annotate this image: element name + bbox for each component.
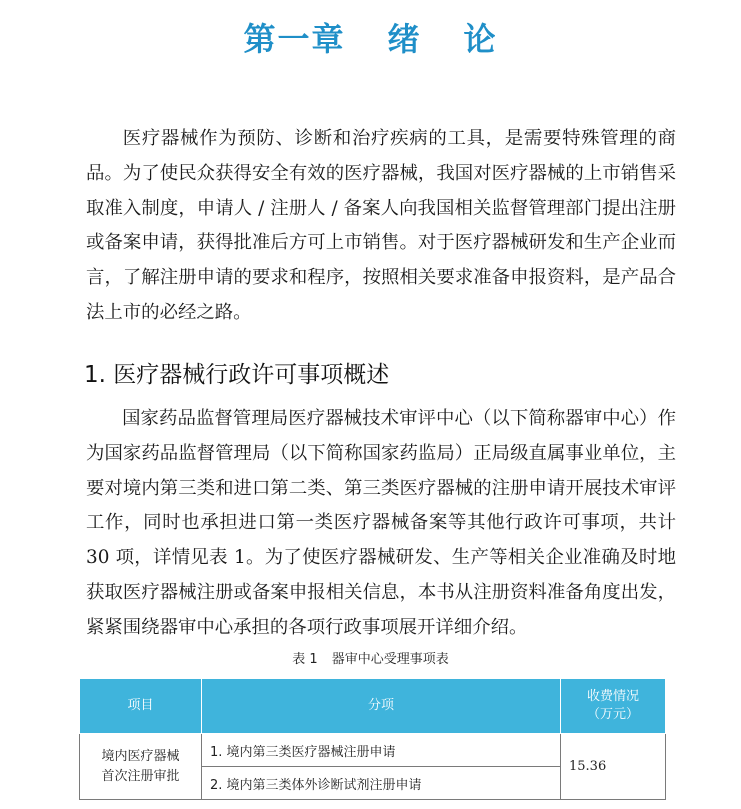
row-fee: 15.36 (561, 734, 666, 800)
chapter-title (0, 14, 741, 60)
table-caption (0, 648, 741, 667)
row-category-line-1: 境内医疗器械 (101, 748, 180, 764)
row-category (80, 734, 202, 800)
table-row (80, 734, 666, 767)
registration-items-table (79, 678, 666, 800)
table-caption-number: 表 1 (292, 652, 318, 667)
intro-paragraph-text: 医疗器械作为预防、诊断和治疗疾病的工具，是需要特殊管理的商品。为了使民众获得安全有效的医疗器械，我国对医疗器械的上市销售采取准入制度，申请人 / 注册人 / 备案人向我国相关监督管理部门提出注册或备案申请，获得批准后方可上市销售。对于医疗器械研发和生产企业而言，了解注册申请的要求和程序，按照相关要求准备申报资料，是产品合法上市的必经之路。 (86, 128, 676, 323)
header-fee-unit: （万元） (586, 707, 639, 722)
row-category-line-2: 首次注册审批 (101, 768, 180, 784)
intro-paragraph (86, 122, 676, 331)
header-fee-label: 收费情况 (586, 689, 639, 704)
table-header-row (80, 679, 666, 734)
section-body-text: 国家药品监督管理局医疗器械技术审评中心（以下简称器审中心）作为国家药品监督管理局（以下简称国家药监局）正局级直属事业单位，主要对境内第三类和进口第二类、第三类医疗器械的注册申请开展技术审评工作，同时也承担进口第一类医疗器械备案等其他行政许可事项，共计 30 项，详情见表 1。为了使医疗器械研发、生产等相关企业准确及时地获取医疗器械注册或备案申报相关信息，本书从注册资料准备角度出发，紧紧围绕器审中心承担的各项行政事项展开详细介绍。 (86, 408, 676, 638)
header-subitem: 分项 (202, 679, 561, 734)
chapter-title-number: 第一章 (243, 20, 346, 58)
table-caption-title: 器审中心受理事项表 (331, 652, 449, 667)
chapter-title-word-2: 论 (463, 20, 498, 58)
section-body-paragraph (86, 402, 676, 646)
row-subitem: 2. 境内第三类体外诊断试剂注册申请 (202, 767, 561, 800)
header-fee (561, 679, 666, 734)
section-heading: 1. 医疗器械行政许可事项概述 (84, 362, 390, 388)
row-subitem: 1. 境内第三类医疗器械注册申请 (202, 734, 561, 767)
header-item: 项目 (80, 679, 202, 734)
chapter-title-word-1: 绪 (387, 20, 422, 58)
